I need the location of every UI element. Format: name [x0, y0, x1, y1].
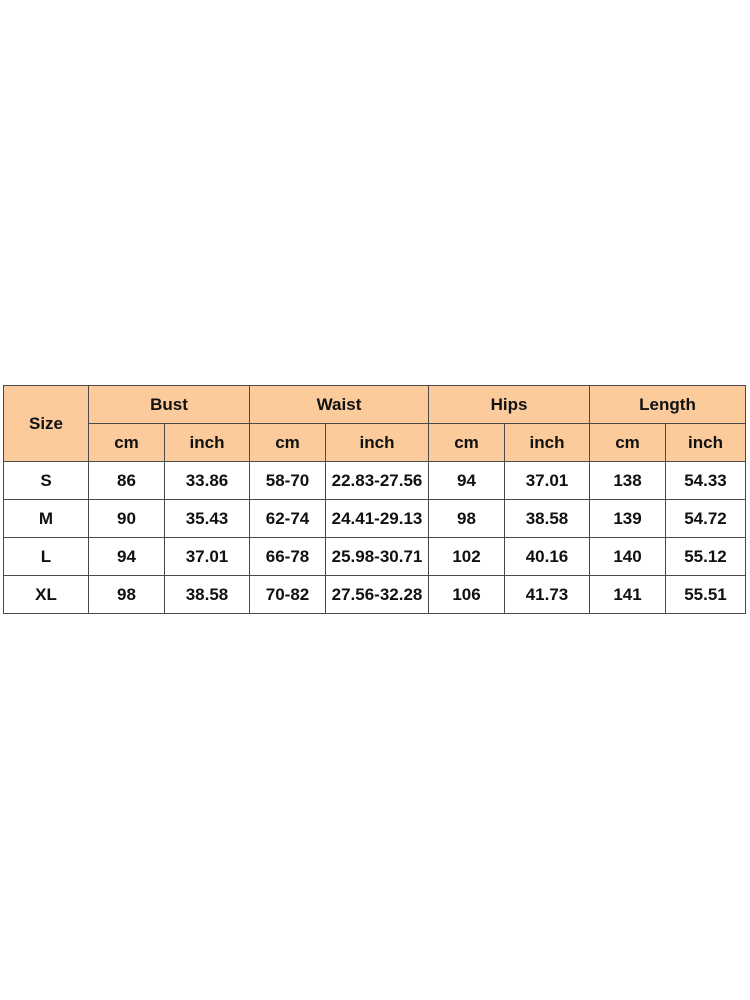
waist-inch-cell: 22.83-27.56	[326, 462, 429, 500]
table-header	[4, 386, 746, 462]
bust-inch-header: inch	[165, 424, 250, 462]
table-row	[4, 538, 746, 576]
size-header: Size	[4, 386, 89, 462]
waist-inch-header: inch	[326, 424, 429, 462]
bust-cm-header: cm	[89, 424, 165, 462]
waist-inch-cell: 27.56-32.28	[326, 576, 429, 614]
length-cm-cell: 141	[590, 576, 666, 614]
hips-cm-cell: 102	[429, 538, 505, 576]
size-cell: L	[4, 538, 89, 576]
hips-inch-header: inch	[505, 424, 590, 462]
size-cell: M	[4, 500, 89, 538]
table-body	[4, 462, 746, 614]
bust-header: Bust	[89, 386, 250, 424]
length-cm-cell: 138	[590, 462, 666, 500]
waist-cm-cell: 62-74	[250, 500, 326, 538]
waist-cm-cell: 70-82	[250, 576, 326, 614]
bust-cm-cell: 86	[89, 462, 165, 500]
hips-cm-header: cm	[429, 424, 505, 462]
header-row-units	[4, 424, 746, 462]
bust-cm-cell: 94	[89, 538, 165, 576]
waist-inch-cell: 24.41-29.13	[326, 500, 429, 538]
length-cm-cell: 139	[590, 500, 666, 538]
length-inch-cell: 55.12	[666, 538, 746, 576]
hips-inch-cell: 40.16	[505, 538, 590, 576]
header-row-groups	[4, 386, 746, 424]
hips-inch-cell: 37.01	[505, 462, 590, 500]
waist-cm-cell: 58-70	[250, 462, 326, 500]
length-header: Length	[590, 386, 746, 424]
table-row	[4, 500, 746, 538]
waist-cm-header: cm	[250, 424, 326, 462]
length-inch-header: inch	[666, 424, 746, 462]
waist-cm-cell: 66-78	[250, 538, 326, 576]
length-inch-cell: 54.33	[666, 462, 746, 500]
hips-cm-cell: 94	[429, 462, 505, 500]
bust-inch-cell: 38.58	[165, 576, 250, 614]
bust-cm-cell: 90	[89, 500, 165, 538]
length-inch-cell: 54.72	[666, 500, 746, 538]
hips-cm-cell: 106	[429, 576, 505, 614]
hips-cm-cell: 98	[429, 500, 505, 538]
length-inch-cell: 55.51	[666, 576, 746, 614]
hips-inch-cell: 41.73	[505, 576, 590, 614]
bust-inch-cell: 37.01	[165, 538, 250, 576]
bust-inch-cell: 35.43	[165, 500, 250, 538]
waist-header: Waist	[250, 386, 429, 424]
size-cell: S	[4, 462, 89, 500]
length-cm-header: cm	[590, 424, 666, 462]
table-row	[4, 576, 746, 614]
bust-cm-cell: 98	[89, 576, 165, 614]
bust-inch-cell: 33.86	[165, 462, 250, 500]
waist-inch-cell: 25.98-30.71	[326, 538, 429, 576]
size-chart-table	[3, 385, 746, 614]
table-row	[4, 462, 746, 500]
size-cell: XL	[4, 576, 89, 614]
hips-inch-cell: 38.58	[505, 500, 590, 538]
length-cm-cell: 140	[590, 538, 666, 576]
hips-header: Hips	[429, 386, 590, 424]
